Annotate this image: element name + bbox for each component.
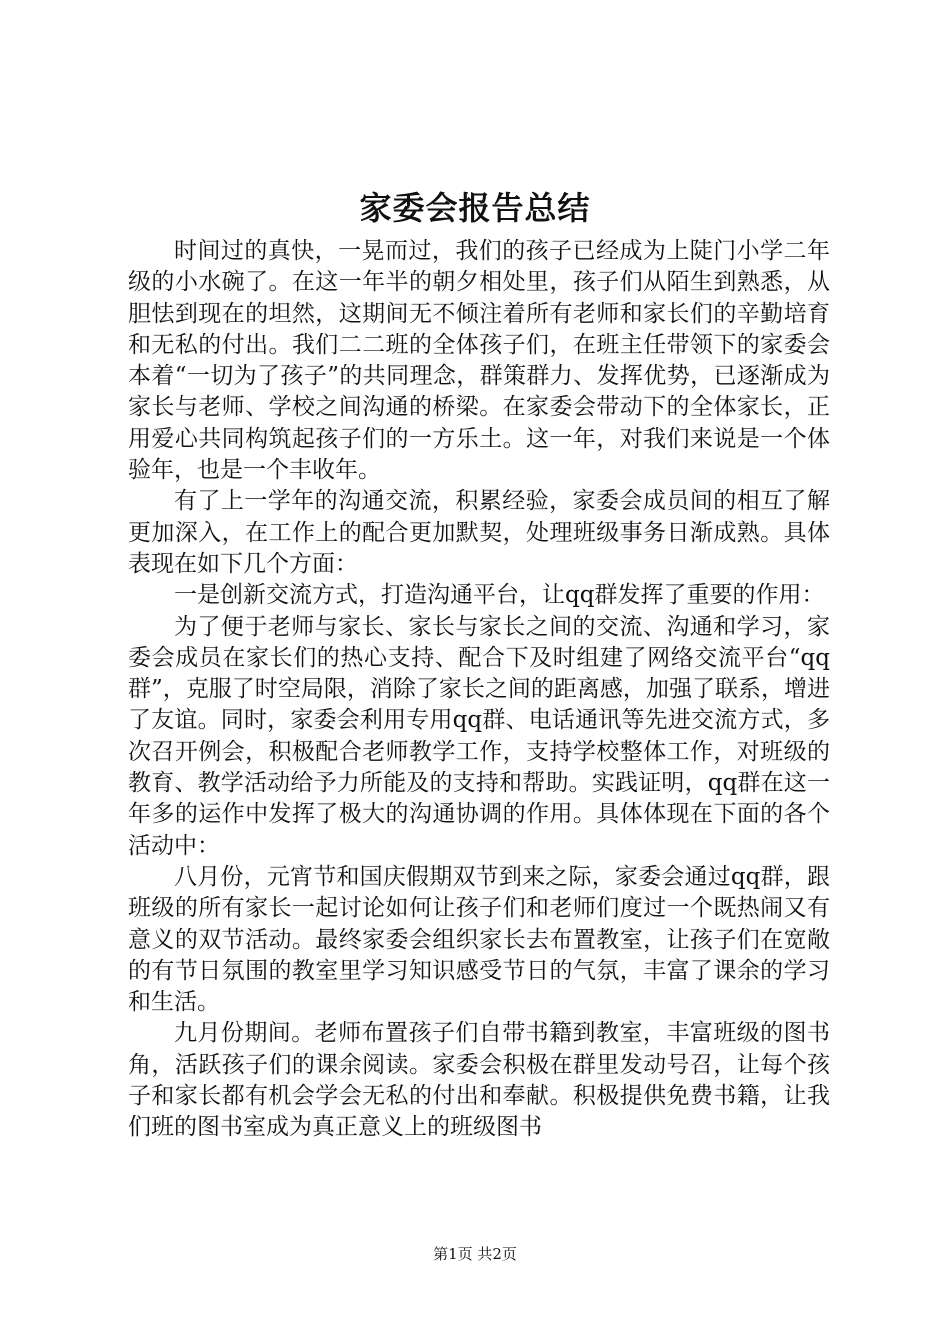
paragraph: 为了便于老师与家长、家长与家长之间的交流、沟通和学习，家委会成员在家长们的热心支持、配合下及时组建了网络交流平台“qq群”，克服了时空局限，消除了家长之间的距离感，加强了联系，增进了友谊。同时，家委会利用专用qq群、电话通讯等先进交流方式，多次召开例会，积极配合老师教学工作，支持学校整体工作，对班级的教育、教学活动给予力所能及的支持和帮助。实践证明，qq群在这一年多的运作中发挥了极大的沟通协调的作用。具体体现在下面的各个活动中： [128, 613, 830, 859]
paragraph: 一是创新交流方式，打造沟通平台，让qq群发挥了重要的作用： [174, 582, 825, 609]
page-number-footer: 第1页 共2页 [433, 1245, 517, 1263]
paragraph: 九月份期间。老师布置孩子们自带书籍到教室，丰富班级的图书角，活跃孩子们的课余阅读。家委会积极在群里发动号召，让每个孩子和家长都有机会学会无私的付出和奉献。积极提供免费书籍，让我们班的图书室成为真正意义上的班级图书 [128, 1020, 830, 1141]
paragraph: 有了上一学年的沟通交流，积累经验，家委会成员间的相互了解更加深入，在工作上的配合更加默契，处理班级事务日渐成熟。具体表现在如下几个方面： [128, 488, 830, 577]
document-title: 家委会报告总结 [359, 189, 591, 227]
document-body [128, 236, 830, 1144]
paragraph: 八月份，元宵节和国庆假期双节到来之际，家委会通过qq群，跟班级的所有家长一起讨论如何让孩子们和老师们度过一个既热闹又有意义的双节活动。最终家委会组织家长去布置教室，让孩子们在宽敞的有节日氛围的教室里学习知识感受节日的气氛，丰富了课余的学习和生活。 [128, 863, 830, 1016]
paragraph: 时间过的真快，一晃而过，我们的孩子已经成为上陡门小学二年级的小水碗了。在这一年半的朝夕相处里，孩子们从陌生到熟悉，从胆怯到现在的坦然，这期间无不倾注着所有老师和家长们的辛勤培育和无私的付出。我们二二班的全体孩子们，在班主任带领下的家委会本着“一切为了孩子”的共同理念，群策群力、发挥优势，已逐渐成为家长与老师、学校之间沟通的桥梁。在家委会带动下的全体家长，正用爱心共同构筑起孩子们的一方乐土。这一年，对我们来说是一个体验年，也是一个丰收年。 [128, 238, 830, 484]
